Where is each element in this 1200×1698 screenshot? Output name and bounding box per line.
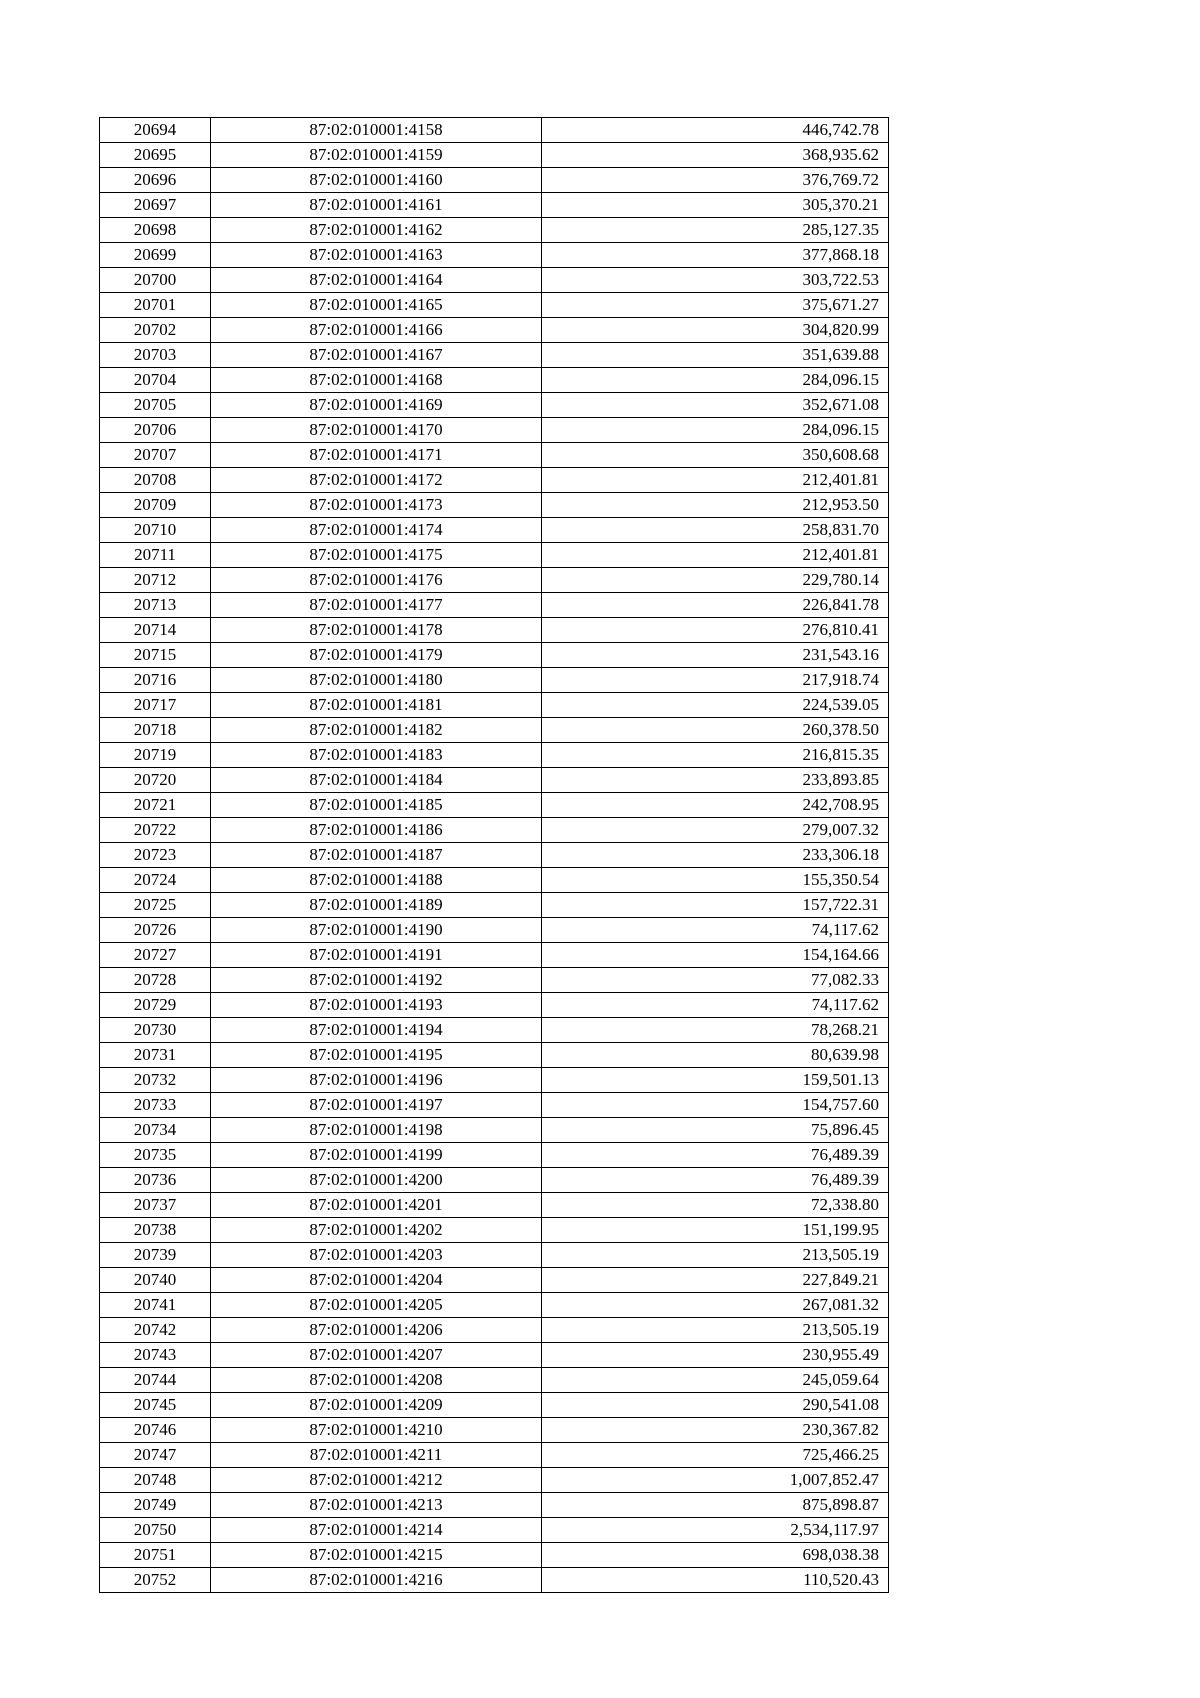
- cadastral-value-cell: 224,539.05: [542, 693, 889, 718]
- cadastral-value-cell: 78,268.21: [542, 1018, 889, 1043]
- cadastral-value-cell: 1,007,852.47: [542, 1468, 889, 1493]
- table-row: [100, 1318, 889, 1343]
- cadastral-number-cell: 87:02:010001:4163: [211, 243, 542, 268]
- cadastral-value-cell: 155,350.54: [542, 868, 889, 893]
- cadastral-value-cell: 352,671.08: [542, 393, 889, 418]
- cadastral-value-cell: 154,757.60: [542, 1093, 889, 1118]
- cadastral-value-cell: 72,338.80: [542, 1193, 889, 1218]
- row-number-cell: 20750: [100, 1518, 211, 1543]
- cadastral-value-cell: 276,810.41: [542, 618, 889, 643]
- cadastral-number-cell: 87:02:010001:4216: [211, 1568, 542, 1593]
- cadastral-number-cell: 87:02:010001:4176: [211, 568, 542, 593]
- cadastral-number-cell: 87:02:010001:4179: [211, 643, 542, 668]
- row-number-cell: 20737: [100, 1193, 211, 1218]
- row-number-cell: 20696: [100, 168, 211, 193]
- cadastral-number-cell: 87:02:010001:4171: [211, 443, 542, 468]
- row-number-cell: 20738: [100, 1218, 211, 1243]
- cadastral-number-cell: 87:02:010001:4211: [211, 1443, 542, 1468]
- cadastral-number-cell: 87:02:010001:4165: [211, 293, 542, 318]
- cadastral-value-cell: 284,096.15: [542, 368, 889, 393]
- row-number-cell: 20751: [100, 1543, 211, 1568]
- cadastral-value-cell: 157,722.31: [542, 893, 889, 918]
- table-row: [100, 343, 889, 368]
- table-row: [100, 1443, 889, 1468]
- cadastral-value-cell: 351,639.88: [542, 343, 889, 368]
- cadastral-number-cell: 87:02:010001:4190: [211, 918, 542, 943]
- cadastral-number-cell: 87:02:010001:4174: [211, 518, 542, 543]
- cadastral-number-cell: 87:02:010001:4195: [211, 1043, 542, 1068]
- cadastral-value-cell: 233,306.18: [542, 843, 889, 868]
- cadastral-value-cell: 110,520.43: [542, 1568, 889, 1593]
- table-row: [100, 368, 889, 393]
- table-row: [100, 1243, 889, 1268]
- cadastral-number-cell: 87:02:010001:4160: [211, 168, 542, 193]
- cadastral-value-cell: 350,608.68: [542, 443, 889, 468]
- row-number-cell: 20702: [100, 318, 211, 343]
- cadastral-number-cell: 87:02:010001:4167: [211, 343, 542, 368]
- row-number-cell: 20715: [100, 643, 211, 668]
- cadastral-value-cell: 290,541.08: [542, 1393, 889, 1418]
- row-number-cell: 20717: [100, 693, 211, 718]
- table-row: [100, 993, 889, 1018]
- table-row: [100, 243, 889, 268]
- cadastral-number-cell: 87:02:010001:4162: [211, 218, 542, 243]
- cadastral-value-cell: 229,780.14: [542, 568, 889, 593]
- cadastral-number-cell: 87:02:010001:4206: [211, 1318, 542, 1343]
- table-row: [100, 1418, 889, 1443]
- cadastral-number-cell: 87:02:010001:4193: [211, 993, 542, 1018]
- cadastral-value-cell: 154,164.66: [542, 943, 889, 968]
- row-number-cell: 20708: [100, 468, 211, 493]
- cadastral-value-cell: 80,639.98: [542, 1043, 889, 1068]
- row-number-cell: 20701: [100, 293, 211, 318]
- row-number-cell: 20710: [100, 518, 211, 543]
- row-number-cell: 20740: [100, 1268, 211, 1293]
- cadastral-number-cell: 87:02:010001:4170: [211, 418, 542, 443]
- table-row: [100, 1343, 889, 1368]
- table-row: [100, 568, 889, 593]
- row-number-cell: 20705: [100, 393, 211, 418]
- row-number-cell: 20713: [100, 593, 211, 618]
- row-number-cell: 20752: [100, 1568, 211, 1593]
- row-number-cell: 20739: [100, 1243, 211, 1268]
- table-row: [100, 1468, 889, 1493]
- table-row: [100, 768, 889, 793]
- cadastral-number-cell: 87:02:010001:4202: [211, 1218, 542, 1243]
- row-number-cell: 20731: [100, 1043, 211, 1068]
- row-number-cell: 20742: [100, 1318, 211, 1343]
- table-row: [100, 618, 889, 643]
- cadastral-value-cell: 212,953.50: [542, 493, 889, 518]
- table-row: [100, 1093, 889, 1118]
- table-row: [100, 443, 889, 468]
- cadastral-value-cell: 725,466.25: [542, 1443, 889, 1468]
- cadastral-number-cell: 87:02:010001:4191: [211, 943, 542, 968]
- table-row: [100, 293, 889, 318]
- cadastral-number-cell: 87:02:010001:4204: [211, 1268, 542, 1293]
- table-row: [100, 1493, 889, 1518]
- table-row: [100, 468, 889, 493]
- row-number-cell: 20722: [100, 818, 211, 843]
- table-row: [100, 818, 889, 843]
- table-row: [100, 1218, 889, 1243]
- cadastral-number-cell: 87:02:010001:4180: [211, 668, 542, 693]
- cadastral-number-cell: 87:02:010001:4164: [211, 268, 542, 293]
- cadastral-value-cell: 242,708.95: [542, 793, 889, 818]
- cadastral-value-cell: 446,742.78: [542, 118, 889, 143]
- cadastral-number-cell: 87:02:010001:4203: [211, 1243, 542, 1268]
- table-row: [100, 1043, 889, 1068]
- row-number-cell: 20695: [100, 143, 211, 168]
- cadastral-number-cell: 87:02:010001:4208: [211, 1368, 542, 1393]
- cadastral-number-cell: 87:02:010001:4189: [211, 893, 542, 918]
- cadastral-number-cell: 87:02:010001:4205: [211, 1293, 542, 1318]
- table-row: [100, 1568, 889, 1593]
- cadastral-number-cell: 87:02:010001:4186: [211, 818, 542, 843]
- table-row: [100, 1143, 889, 1168]
- cadastral-number-cell: 87:02:010001:4185: [211, 793, 542, 818]
- row-number-cell: 20697: [100, 193, 211, 218]
- cadastral-number-cell: 87:02:010001:4201: [211, 1193, 542, 1218]
- cadastral-value-cell: 231,543.16: [542, 643, 889, 668]
- cadastral-number-cell: 87:02:010001:4168: [211, 368, 542, 393]
- cadastral-number-cell: 87:02:010001:4169: [211, 393, 542, 418]
- table-row: [100, 868, 889, 893]
- cadastral-number-cell: 87:02:010001:4181: [211, 693, 542, 718]
- table-row: [100, 1518, 889, 1543]
- table-row: [100, 268, 889, 293]
- row-number-cell: 20704: [100, 368, 211, 393]
- cadastral-value-cell: 227,849.21: [542, 1268, 889, 1293]
- table-row: [100, 893, 889, 918]
- cadastral-value-cell: 304,820.99: [542, 318, 889, 343]
- table-row: [100, 668, 889, 693]
- table-row: [100, 493, 889, 518]
- cadastral-number-cell: 87:02:010001:4166: [211, 318, 542, 343]
- cadastral-value-cell: 76,489.39: [542, 1168, 889, 1193]
- cadastral-number-cell: 87:02:010001:4192: [211, 968, 542, 993]
- row-number-cell: 20727: [100, 943, 211, 968]
- cadastral-number-cell: 87:02:010001:4187: [211, 843, 542, 868]
- row-number-cell: 20703: [100, 343, 211, 368]
- cadastral-number-cell: 87:02:010001:4173: [211, 493, 542, 518]
- row-number-cell: 20748: [100, 1468, 211, 1493]
- row-number-cell: 20729: [100, 993, 211, 1018]
- row-number-cell: 20734: [100, 1118, 211, 1143]
- table-row: [100, 1068, 889, 1093]
- cadastral-value-cell: 233,893.85: [542, 768, 889, 793]
- cadastral-value-cell: 75,896.45: [542, 1118, 889, 1143]
- table-row: [100, 543, 889, 568]
- table-row: [100, 968, 889, 993]
- table-row: [100, 393, 889, 418]
- row-number-cell: 20747: [100, 1443, 211, 1468]
- cadastral-number-cell: 87:02:010001:4199: [211, 1143, 542, 1168]
- row-number-cell: 20745: [100, 1393, 211, 1418]
- table-row: [100, 1293, 889, 1318]
- table-row: [100, 918, 889, 943]
- cadastral-number-cell: 87:02:010001:4209: [211, 1393, 542, 1418]
- table-row: [100, 193, 889, 218]
- row-number-cell: 20736: [100, 1168, 211, 1193]
- table-row: [100, 1393, 889, 1418]
- table-row: [100, 793, 889, 818]
- cadastral-value-cell: 74,117.62: [542, 993, 889, 1018]
- row-number-cell: 20720: [100, 768, 211, 793]
- table-row: [100, 1543, 889, 1568]
- cadastral-value-cell: 213,505.19: [542, 1243, 889, 1268]
- cadastral-value-cell: 303,722.53: [542, 268, 889, 293]
- cadastral-number-cell: 87:02:010001:4194: [211, 1018, 542, 1043]
- cadastral-number-cell: 87:02:010001:4215: [211, 1543, 542, 1568]
- cadastral-number-cell: 87:02:010001:4158: [211, 118, 542, 143]
- cadastral-number-cell: 87:02:010001:4182: [211, 718, 542, 743]
- table-row: [100, 1168, 889, 1193]
- row-number-cell: 20730: [100, 1018, 211, 1043]
- row-number-cell: 20706: [100, 418, 211, 443]
- cadastral-value-cell: 213,505.19: [542, 1318, 889, 1343]
- cadastral-number-cell: 87:02:010001:4178: [211, 618, 542, 643]
- cadastral-value-cell: 230,955.49: [542, 1343, 889, 1368]
- table-row: [100, 318, 889, 343]
- cadastral-number-cell: 87:02:010001:4159: [211, 143, 542, 168]
- row-number-cell: 20723: [100, 843, 211, 868]
- row-number-cell: 20712: [100, 568, 211, 593]
- cadastral-number-cell: 87:02:010001:4213: [211, 1493, 542, 1518]
- cadastral-value-cell: 230,367.82: [542, 1418, 889, 1443]
- row-number-cell: 20718: [100, 718, 211, 743]
- cadastral-value-cell: 376,769.72: [542, 168, 889, 193]
- row-number-cell: 20735: [100, 1143, 211, 1168]
- cadastral-value-cell: 217,918.74: [542, 668, 889, 693]
- cadastral-value-cell: 77,082.33: [542, 968, 889, 993]
- cadastral-number-cell: 87:02:010001:4212: [211, 1468, 542, 1493]
- cadastral-value-cell: 76,489.39: [542, 1143, 889, 1168]
- table-row: [100, 118, 889, 143]
- table-row: [100, 518, 889, 543]
- table-row: [100, 1193, 889, 1218]
- row-number-cell: 20711: [100, 543, 211, 568]
- cadastral-value-table: [99, 117, 889, 1593]
- row-number-cell: 20721: [100, 793, 211, 818]
- cadastral-value-cell: 159,501.13: [542, 1068, 889, 1093]
- table-row: [100, 643, 889, 668]
- cadastral-number-cell: 87:02:010001:4172: [211, 468, 542, 493]
- cadastral-value-cell: 285,127.35: [542, 218, 889, 243]
- cadastral-number-cell: 87:02:010001:4200: [211, 1168, 542, 1193]
- row-number-cell: 20698: [100, 218, 211, 243]
- row-number-cell: 20746: [100, 1418, 211, 1443]
- cadastral-value-cell: 284,096.15: [542, 418, 889, 443]
- cadastral-value-cell: 226,841.78: [542, 593, 889, 618]
- row-number-cell: 20714: [100, 618, 211, 643]
- table-row: [100, 943, 889, 968]
- table-row: [100, 143, 889, 168]
- cadastral-number-cell: 87:02:010001:4197: [211, 1093, 542, 1118]
- cadastral-number-cell: 87:02:010001:4177: [211, 593, 542, 618]
- row-number-cell: 20724: [100, 868, 211, 893]
- cadastral-value-cell: 279,007.32: [542, 818, 889, 843]
- row-number-cell: 20699: [100, 243, 211, 268]
- cadastral-number-cell: 87:02:010001:4207: [211, 1343, 542, 1368]
- row-number-cell: 20733: [100, 1093, 211, 1118]
- cadastral-value-cell: 377,868.18: [542, 243, 889, 268]
- cadastral-value-cell: 260,378.50: [542, 718, 889, 743]
- row-number-cell: 20726: [100, 918, 211, 943]
- row-number-cell: 20694: [100, 118, 211, 143]
- cadastral-value-cell: 245,059.64: [542, 1368, 889, 1393]
- table-body: [100, 118, 889, 1593]
- row-number-cell: 20707: [100, 443, 211, 468]
- cadastral-value-cell: 151,199.95: [542, 1218, 889, 1243]
- cadastral-number-cell: 87:02:010001:4188: [211, 868, 542, 893]
- table-row: [100, 1368, 889, 1393]
- row-number-cell: 20700: [100, 268, 211, 293]
- table-row: [100, 593, 889, 618]
- cadastral-number-cell: 87:02:010001:4214: [211, 1518, 542, 1543]
- cadastral-value-cell: 368,935.62: [542, 143, 889, 168]
- row-number-cell: 20732: [100, 1068, 211, 1093]
- cadastral-value-cell: 216,815.35: [542, 743, 889, 768]
- cadastral-number-cell: 87:02:010001:4184: [211, 768, 542, 793]
- cadastral-value-cell: 212,401.81: [542, 468, 889, 493]
- cadastral-value-cell: 258,831.70: [542, 518, 889, 543]
- row-number-cell: 20749: [100, 1493, 211, 1518]
- table-row: [100, 218, 889, 243]
- table-row: [100, 418, 889, 443]
- cadastral-number-cell: 87:02:010001:4198: [211, 1118, 542, 1143]
- row-number-cell: 20716: [100, 668, 211, 693]
- row-number-cell: 20725: [100, 893, 211, 918]
- cadastral-value-cell: 375,671.27: [542, 293, 889, 318]
- table-row: [100, 693, 889, 718]
- cadastral-value-cell: 2,534,117.97: [542, 1518, 889, 1543]
- cadastral-value-cell: 267,081.32: [542, 1293, 889, 1318]
- cadastral-value-cell: 698,038.38: [542, 1543, 889, 1568]
- table-row: [100, 1018, 889, 1043]
- cadastral-number-cell: 87:02:010001:4183: [211, 743, 542, 768]
- row-number-cell: 20719: [100, 743, 211, 768]
- cadastral-number-cell: 87:02:010001:4161: [211, 193, 542, 218]
- table-row: [100, 743, 889, 768]
- table-row: [100, 1268, 889, 1293]
- row-number-cell: 20709: [100, 493, 211, 518]
- cadastral-number-cell: 87:02:010001:4175: [211, 543, 542, 568]
- cadastral-number-cell: 87:02:010001:4196: [211, 1068, 542, 1093]
- table-row: [100, 718, 889, 743]
- table-row: [100, 843, 889, 868]
- row-number-cell: 20743: [100, 1343, 211, 1368]
- cadastral-value-cell: 212,401.81: [542, 543, 889, 568]
- table-row: [100, 168, 889, 193]
- table-row: [100, 1118, 889, 1143]
- row-number-cell: 20744: [100, 1368, 211, 1393]
- cadastral-value-cell: 74,117.62: [542, 918, 889, 943]
- row-number-cell: 20728: [100, 968, 211, 993]
- cadastral-value-cell: 875,898.87: [542, 1493, 889, 1518]
- cadastral-value-cell: 305,370.21: [542, 193, 889, 218]
- row-number-cell: 20741: [100, 1293, 211, 1318]
- cadastral-number-cell: 87:02:010001:4210: [211, 1418, 542, 1443]
